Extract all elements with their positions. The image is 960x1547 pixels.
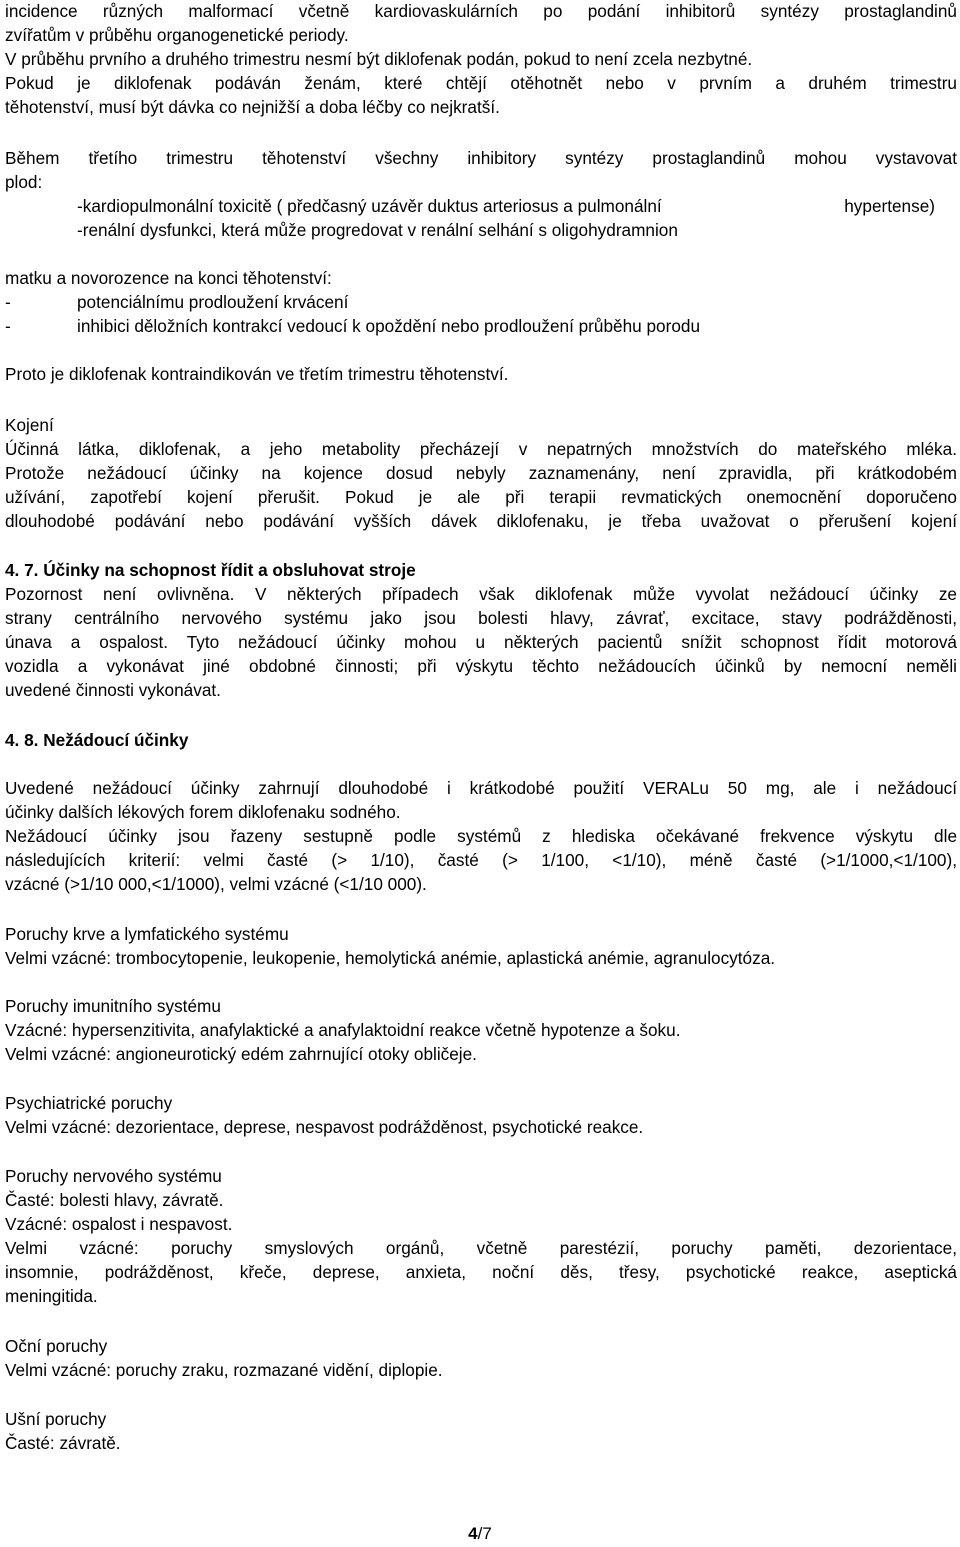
category-line: Velmi vzácné: poruchy zraku, rozmazané vidění, diplopie.	[5, 1360, 443, 1380]
category-line: Velmi vzácné: trombocytopenie, leukopenie, hemolytická anémie, aplastická anémie, agranulocytóza.	[5, 948, 776, 968]
intro-line: zvířatům v průběhu organogenetické periody.	[5, 25, 349, 45]
intro-line: těhotenství, musí být dávka co nejnižší a doba léčby co nejkratší.	[5, 97, 500, 117]
contraindication-line: Proto je diklofenak kontraindikován ve třetím trimestru těhotenství.	[5, 364, 509, 384]
eye-disorders	[5, 1334, 957, 1382]
immune-disorders	[5, 994, 957, 1066]
breastfeeding-line: užívání, zapotřebí kojení přerušit. Pokud je ale při terapii revmatických onemocnění doporučeno	[5, 487, 957, 507]
third-trimester-line: plod:	[5, 172, 43, 192]
third-trimester-section	[5, 146, 957, 386]
section-4-7-line: únava a ospalost. Tyto nežádoucí účinky mohou u některých pacientů snížit schopnost řídit motorová	[5, 632, 957, 652]
section-4-7-text: V některých případech však diklofenak může vyvolat nežádoucí účinky ze	[234, 584, 957, 604]
emphasis-text: Pozornost není ovlivněna.	[5, 584, 235, 604]
fetal-risk-item	[5, 194, 957, 218]
nervous-disorders	[5, 1164, 957, 1308]
category-line: meningitida.	[5, 1286, 98, 1306]
section-4-8	[5, 728, 957, 896]
category-line: Časté: závratě.	[5, 1433, 121, 1453]
third-trimester-line: Během třetího trimestru těhotenství všechny inhibitory syntézy prostaglandinů mohou vystavovat	[5, 148, 957, 168]
mother-intro-line: matku a novorozence na konci těhotenství:	[5, 268, 332, 288]
intro-line: incidence různých malformací včetně kardiovaskulárních po podání inhibitorů syntézy prostaglandinů	[5, 1, 957, 21]
ear-disorders	[5, 1407, 957, 1455]
mother-risk-item	[5, 290, 957, 314]
dash-mark: -	[5, 316, 11, 336]
mother-risk-item	[5, 314, 957, 338]
section-heading: 4. 7. Účinky na schopnost řídit a obsluhovat stroje	[5, 560, 416, 580]
page-total: /7	[477, 1524, 492, 1543]
intro-paragraph	[5, 0, 957, 119]
breastfeeding-heading: Kojení	[5, 415, 54, 435]
section-number: 4. 8.	[5, 730, 44, 750]
category-heading: Oční poruchy	[5, 1336, 108, 1356]
page-current: 4	[468, 1524, 478, 1543]
dash-mark: -	[5, 292, 11, 312]
fetal-risk-text: hypertense)	[844, 196, 935, 216]
section-4-8-line: vzácné (>1/10 000,<1/1000), velmi vzácné (<1/10 000).	[5, 874, 427, 894]
page-number	[0, 1524, 960, 1544]
section-4-7-line	[5, 582, 957, 606]
breastfeeding-section	[5, 413, 957, 533]
section-4-7	[5, 558, 957, 702]
breastfeeding-line: Účinná látka, diklofenak, a jeho metabolity přecházejí v nepatrných množstvích do mateřského mléka.	[5, 439, 957, 459]
mother-risk-text: inhibici děložních kontrakcí vedoucí k opoždění nebo prodloužení průběhu porodu	[77, 316, 700, 336]
category-line: Velmi vzácné: dezorientace, deprese, nespavost podrážděnost, psychotické reakce.	[5, 1117, 644, 1137]
section-4-7-line: vozidla a vykonávat jiné obdobné činnosti; při výskytu těchto nežádoucích účinků by nemocní neměli	[5, 656, 957, 676]
category-heading: Poruchy imunitního systému	[5, 996, 221, 1016]
fetal-risk-text: -kardiopulmonální toxicitě ( předčasný uzávěr duktus arteriosus a pulmonální	[77, 196, 662, 216]
section-heading	[5, 728, 957, 752]
category-line: Časté: bolesti hlavy, závratě.	[5, 1190, 224, 1210]
category-line: Velmi vzácné: poruchy smyslových orgánů, včetně parestézií, poruchy paměti, dezorientace,	[5, 1238, 957, 1258]
category-heading: Psychiatrické poruchy	[5, 1093, 173, 1113]
section-4-7-line: uvedené činnosti vykonávat.	[5, 680, 221, 700]
intro-line: V průběhu prvního a druhého trimestru nesmí být diklofenak podán, pokud to není zcela nezbytné.	[5, 49, 753, 69]
section-4-8-line: Nežádoucí účinky jsou řazeny sestupně podle systémů z hlediska očekávané frekvence výskytu dle	[5, 826, 957, 846]
psychiatric-disorders	[5, 1091, 957, 1139]
section-4-8-line: následujících kriterií: velmi časté (> 1/10), časté (> 1/100, <1/10), méně časté (>1/1000,<1/100),	[5, 850, 957, 870]
category-line: insomnie, podrážděnost, křeče, deprese, anxieta, noční děs, třesy, psychotické reakce, aseptická	[5, 1262, 957, 1282]
category-line: Velmi vzácné: angioneurotický edém zahrnující otoky obličeje.	[5, 1044, 477, 1064]
section-title: Nežádoucí účinky	[43, 730, 189, 750]
category-line: Vzácné: ospalost i nespavost.	[5, 1214, 233, 1234]
category-heading: Ušní poruchy	[5, 1409, 107, 1429]
section-4-8-line: účinky dalších lékových forem diklofenaku sodného.	[5, 802, 401, 822]
breastfeeding-line: Protože nežádoucí účinky na kojence dosud nebyly zaznamenány, není zpravidla, při krátkodobém	[5, 463, 957, 483]
section-4-7-line: strany centrálního nervového systému jako jsou bolesti hlavy, závrať, excitace, stavy podrážděnosti,	[5, 608, 957, 628]
category-heading: Poruchy krve a lymfatického systému	[5, 924, 289, 944]
intro-line: Pokud je diklofenak podáván ženám, které chtějí otěhotnět nebo v prvním a druhém trimestru	[5, 73, 957, 93]
mother-risk-text: potenciálnímu prodloužení krvácení	[77, 292, 349, 312]
category-line: Vzácné: hypersenzitivita, anafylaktické a anafylaktoidní reakce včetně hypotenze a šoku.	[5, 1020, 681, 1040]
breastfeeding-line: dlouhodobé podávání nebo podávání vyšších dávek diklofenaku, je třeba uvažovat o přerušení kojení	[5, 511, 957, 531]
category-heading: Poruchy nervového systému	[5, 1166, 222, 1186]
fetal-risk-item: -renální dysfunkci, která může progredovat v renální selhání s oligohydramnion	[77, 220, 678, 240]
section-4-8-line: Uvedené nežádoucí účinky zahrnují dlouhodobé i krátkodobé použití VERALu 50 mg, ale i nežádoucí	[5, 778, 957, 798]
blood-disorders	[5, 922, 957, 970]
